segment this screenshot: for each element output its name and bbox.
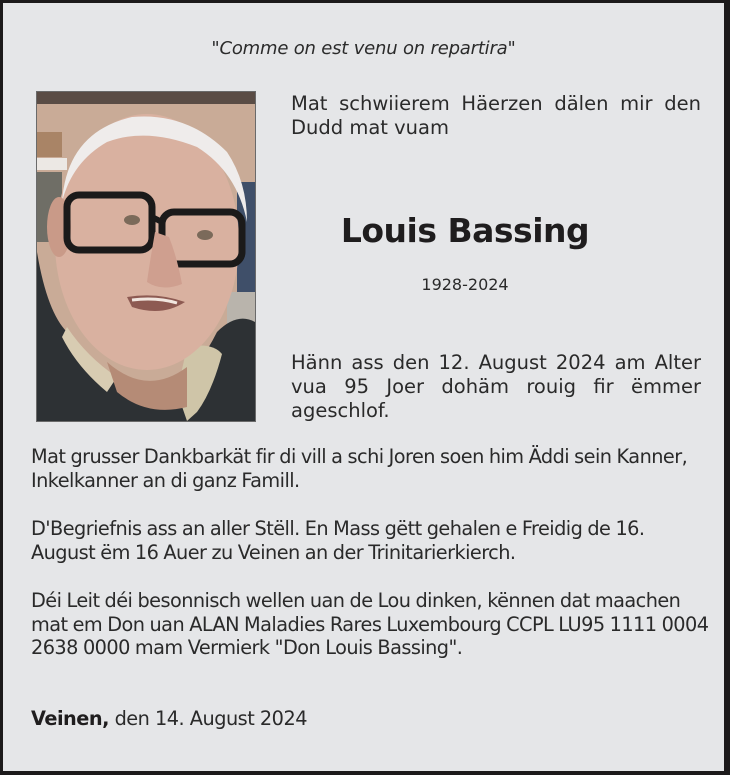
intro-text: Mat schwiierem Häerzen dälen mir den Dudd mat vuam bbox=[291, 92, 701, 139]
life-years: 1928-2024 bbox=[421, 275, 509, 294]
signoff-place: Veinen, bbox=[31, 707, 109, 730]
thanks-paragraph: Mat grusser Dankbarkät fir di vill a schi Joren soen him Äddi sein Kanner, Inkelkanner an di ganz Famill. bbox=[31, 445, 688, 492]
obituary-card bbox=[3, 3, 724, 771]
signoff-date: den 14. August 2024 bbox=[114, 707, 307, 730]
donation-paragraph: Déi Leit déi besonnisch wellen uan de Lou dinken, kënnen dat maachen mat em Don uan ALAN Maladies Rares Luxembourg CCPL LU95 1111 0004 2638 0000 mam Vermierk "Don Louis Bassing". bbox=[31, 589, 709, 659]
motto-quote: "Comme on est venu on repartira" bbox=[211, 38, 516, 59]
portrait-photo bbox=[36, 91, 256, 422]
deceased-name: Louis Bassing bbox=[340, 211, 590, 250]
signoff bbox=[31, 707, 307, 730]
death-notice: Hänn ass den 12. August 2024 am Alter vua 95 Joer dohäm rouig fir ëmmer ageschlof. bbox=[291, 351, 701, 422]
funeral-paragraph: D'Begriefnis ass an aller Stëll. En Mass gëtt gehalen e Freidig de 16. August ëm 16 Auer zu Veinen an der Trinitarierkierch. bbox=[31, 517, 645, 564]
portrait-illustration bbox=[37, 92, 255, 421]
